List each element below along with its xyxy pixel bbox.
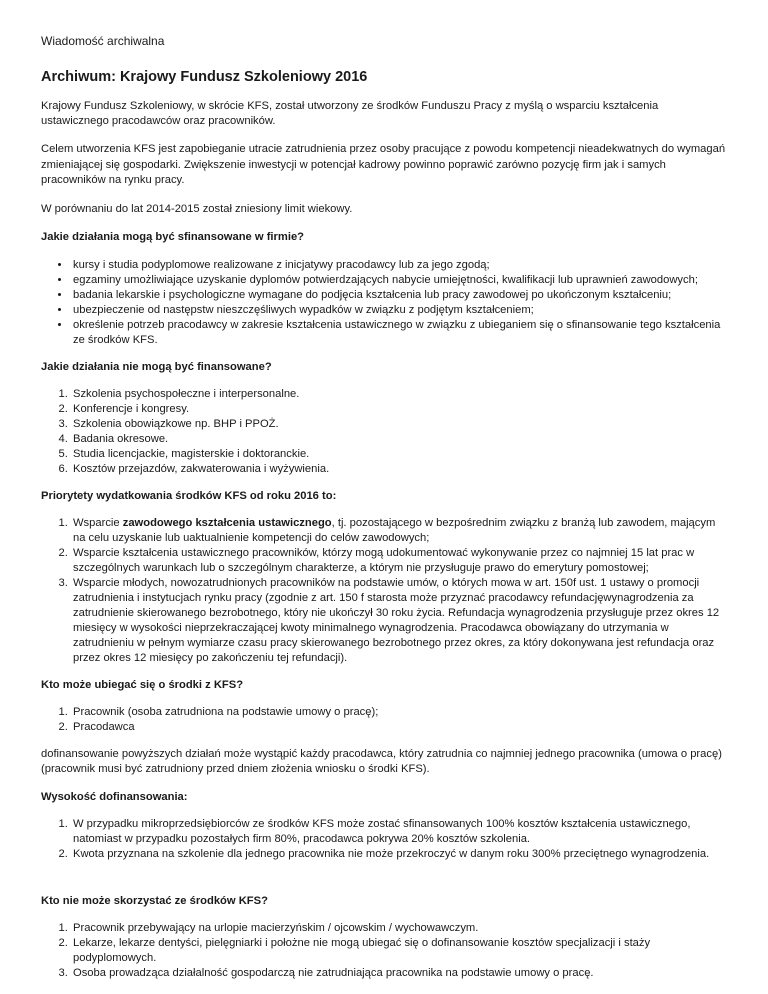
- intro-paragraph: W porównaniu do lat 2014-2015 został zniesiony limit wiekowy.: [41, 203, 353, 216]
- list-item: 1. Pracownik (osoba zatrudniona na podstawie umowy o pracę);: [71, 705, 728, 720]
- financed-list: [41, 258, 728, 348]
- not-financed-list: [41, 387, 728, 477]
- list-item: 6. Kosztów przejazdów, zakwaterowania i wyżywienia.: [71, 462, 728, 477]
- list-item: • określenie potrzeb pracodawcy w zakresie kształcenia ustawicznego w związku z ubieganiem się o sfinansowanie tego kształcenia ze środków KFS.: [71, 318, 728, 348]
- list-item: 3. Szkolenia obowiązkowe np. BHP i PPOŻ.: [71, 417, 728, 432]
- funding-level-list: [41, 817, 728, 862]
- list-item: • egzaminy umożliwiające uzyskanie dyplomów potwierdzających nabycie umiejętności, kwalifikacji lub uprawnień zawodowych;: [71, 273, 728, 288]
- priorities-list: [41, 516, 728, 666]
- section-heading-priorities: Priorytety wydatkowania środków KFS od roku 2016 to:: [41, 490, 337, 503]
- page-title: Archiwum: Krajowy Fundusz Szkoleniowy 2016: [41, 69, 368, 85]
- list-item: 4. Badania okresowe.: [71, 432, 728, 447]
- list-item: • ubezpieczenie od następstw nieszczęśliwych wypadków w związku z podjętym kształceniem;: [71, 303, 728, 318]
- list-item: 1. W przypadku mikroprzedsiębiorców ze środków KFS może zostać sfinansowanych 100% kosztów kształcenia ustawicznego, natomiast w przypadku pozostałych firm 80%, pracodawca pokrywa 20% kosztów szkolenia.: [71, 817, 728, 847]
- section-heading-not-financed: Jakie działania nie mogą być finansowane?: [41, 361, 272, 374]
- item-text: , tj. pozostającego w bezpośrednim związku z branżą lub zawodem, mającym na celu uzyskanie lub uaktualnienie kompetencji do celów zawodowych;: [73, 517, 716, 545]
- list-item: 2. Konferencje i kongresy.: [71, 402, 728, 417]
- section-heading-excluded: Kto nie może skorzystać ze środków KFS?: [41, 894, 268, 907]
- section-heading-financed: Jakie działania mogą być sfinansowane w firmie?: [41, 231, 304, 244]
- list-item: 2. Wsparcie kształcenia ustawicznego pracowników, którzy mogą udokumentować wykonywanie przez co najmniej 15 lat prac w szczególnych warunkach lub o szczególnym charakterze, a którym nie przysługuje prawo do emerytury pomostowej;: [71, 546, 728, 576]
- emphasis-text: zawodowego kształcenia ustawicznego: [122, 517, 332, 530]
- list-item: 5. Studia licencjackie, magisterskie i doktoranckie.: [71, 447, 728, 462]
- list-item: 2. Lekarze, lekarze dentyści, pielęgniarki i położne nie mogą ubiegać się o dofinansowanie kosztów specjalizacji i staży podyplomowych.: [71, 936, 728, 966]
- section-heading-funding-level: Wysokość dofinansowania:: [41, 790, 188, 803]
- list-item: • kursy i studia podyplomowe realizowane z inicjatywy pracodawcy lub za jego zgodą;: [71, 258, 728, 273]
- list-item: 1. Szkolenia psychospołeczne i interpersonalne.: [71, 387, 728, 402]
- list-item: 2. Kwota przyznana na szkolenie dla jednego pracownika nie może przekroczyć w danym roku 300% przeciętnego wynagrodzenia.: [71, 847, 728, 862]
- list-item: 3. Wsparcie młodych, nowozatrudnionych pracowników na podstawie umów, o których mowa w art. 150f ust. 1 ustawy o promocji zatrudnienia i instytucjach rynku pracy (zgodnie z art. 150 f starosta może przyznać pracodawcy refundacjęwynagrodzenia za zatrudnienie skierowanego bezrobotnego, który nie ukończył 30 roku życia. Refundacja wynagrodzenia przysługuje przez okres 12 miesięcy w wysokości nieprzekraczającej kwoty minimalnego wynagrodzenia. Pracodawca obowiązany do utrzymania w zatrudnieniu w pełnym wymiarze czasu pracy skierowanego bezrobotnego przez okres, za który dokonywana jest refundacja oraz przez okres 12 miesięcy po zakończeniu tej refundacji).: [71, 576, 728, 666]
- list-item: • badania lekarskie i psychologiczne wymagane do podjęcia kształcenia lub pracy zawodowej po ukończonym kształceniu;: [71, 288, 728, 303]
- list-item: 2. Pracodawca: [71, 720, 728, 735]
- list-item: [71, 516, 728, 546]
- archival-label: Wiadomość archiwalna: [41, 34, 165, 48]
- eligibility-note: dofinansowanie powyższych działań może wystąpić każdy pracodawca, który zatrudnia co najmniej jednego pracownika (umowa o pracę) (pracownik musi być zatrudniony przed dniem złożenia wniosku o środki KFS).: [41, 748, 722, 776]
- intro-paragraph: Celem utworzenia KFS jest zapobieganie utracie zatrudnienia przez osoby pracujące z powodu kompetencji nieadekwatnych do wymagań zmieniającej się gospodarki. Zwiększenie inwestycji w potencjał kadrowy powinno poprawić zarówno pozycję firm jak i samych pracowników na rynku pracy.: [41, 143, 726, 186]
- who-can-apply-list: [41, 705, 728, 735]
- excluded-list: [41, 921, 728, 981]
- list-item: 3. Osoba prowadząca działalność gospodarczą nie zatrudniająca pracownika na podstawie umowy o pracę.: [71, 966, 728, 981]
- section-heading-who-can-apply: Kto może ubiegać się o środki z KFS?: [41, 679, 244, 692]
- intro-paragraph: Krajowy Fundusz Szkoleniowy, w skrócie KFS, został utworzony ze środków Funduszu Pracy z myślą o wsparciu kształcenia ustawicznego pracodawców oraz pracowników.: [41, 100, 659, 128]
- list-item: 1. Pracownik przebywający na urlopie macierzyńskim / ojcowskim / wychowawczym.: [71, 921, 728, 936]
- item-text: Wsparcie: [73, 517, 123, 530]
